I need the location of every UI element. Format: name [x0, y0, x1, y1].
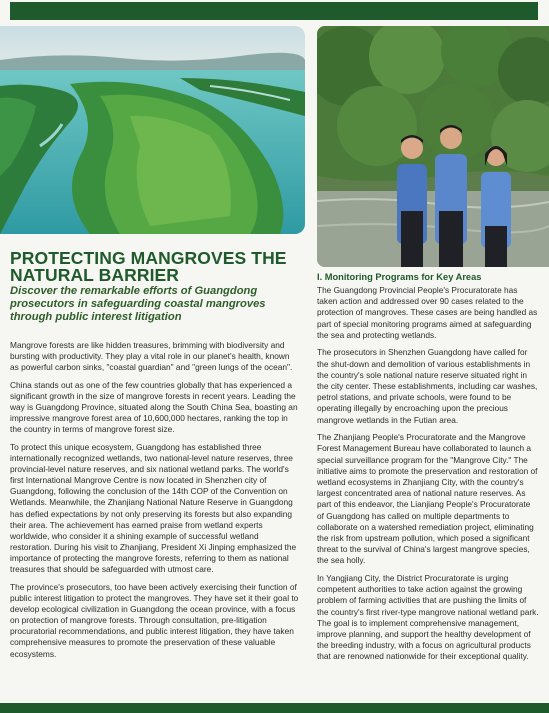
- body-paragraph: The province's prosecutors, too have been actively exercising their function of public interest litigation to protect the mangroves. They have set it their goal to develop ecological civilization in Guangdong the ocean province, with a focus on protection of mangrove forests. Through consultation, pre-litigation procuratorial recommendations, and public interest litigation, they have taken comprehensive measures to promote the preservation of these valuable ecosystems.: [10, 581, 299, 659]
- body-paragraph: China stands out as one of the few countries globally that has experienced a significant growth in the size of mangrove forests in recent years. Leading the way is Guangdong Province, situated along the South China Sea, boasting an impressive mangrove forest area of 10,600,000 hectares, ranking the top in the country in terms of mangrove forest size.: [10, 379, 298, 435]
- left-column: [10, 340, 300, 666]
- prosecutors-inspection-photo: [317, 26, 549, 267]
- article-subheadline: Discover the remarkable efforts of Guangdong prosecutors in safeguarding coastal mangroves through public interest litigation: [10, 285, 266, 324]
- top-banner-bar: [10, 2, 538, 20]
- article-headline: PROTECTING MANGROVES THE NATURAL BARRIER: [10, 248, 287, 285]
- body-paragraph: The Zhanjiang People's Procuratorate and the Mangrove Forest Management Bureau have collaborated to launch a special surveillance program for the "Mangrove City." The initiative aims to promote the preservation and restoration of wetland ecosystems in Zhanjiang City, with the country's largest concentrated area of national nature reserves. As part of this endeavor, the Lianjiang People's Procuratorate of Guangdong has called on multiple departments to collaborate on a watershed remediation project, eliminating the risk from upstream pollution, which posed a significant threat to the survival of China's largest mangrove species, the sea holly.: [317, 432, 538, 566]
- right-column: [317, 272, 539, 669]
- body-paragraph: The prosecutors in Shenzhen Guangdong have called for the shut-down and demolition of various establishments in the country's sole national nature reserve situated right in the city center. These establishments, including car washes, petrol stations, and private schools, were found to be operating illegally by encroaching upon the precious mangrove wetlands in the Futian area.: [317, 347, 538, 425]
- bottom-banner-bar: [0, 703, 549, 713]
- section-heading: I. Monitoring Programs for Key Areas: [317, 272, 482, 282]
- body-paragraph: In Yangjiang City, the District Procuratorate is urging competent authorities to take action against the growing problem of farming activities that are pushing the limits of the country's first river-type mangrove national wetland park. The goal is to implement comprehensive management, improve planning, and support the healthy development of the breeding industry, with a focus on agricultural products that are renowned nationwide for their exceptional quality.: [317, 573, 539, 662]
- body-paragraph: To protect this unique ecosystem, Guangdong has established three internationally recognized wetlands, two national-level nature reserves, three provincial-level nature reserves, and six national wetland parks. The world's first International Mangrove Centre is now located in Shenzhen city of Guangdong, following the conclusion of the 14th COP of the Convention on Wetlands. Meanwhile, the Zhanjiang National Nature Reserve in Guangdong has defied expectations by not only preserving its forests but also expanding their area. The achievement has earned praise from wetland experts worldwide, who consider it a shining example of successful wetland restoration. During his visit to Zhanjiang, President Xi Jinping emphasized the importance of protecting the mangrove forests, referring to them as national treasures that should be safeguarded with utmost care.: [10, 441, 297, 575]
- mangrove-aerial-photo: [0, 26, 305, 234]
- body-paragraph: Mangrove forests are like hidden treasures, brimming with biodiversity and bursting with productivity. They play a vital role in our planet's health, known as powerful carbon sinks, "coastal guardian" and "green lungs of the ocean".: [10, 340, 293, 373]
- body-paragraph: The Guangdong Provincial People's Procuratorate has taken action and addressed over 90 cases related to the protection of mangroves. These cases are being handled as part of special monitoring programs aimed at safeguarding the sea and protecting wetlands.: [317, 285, 538, 340]
